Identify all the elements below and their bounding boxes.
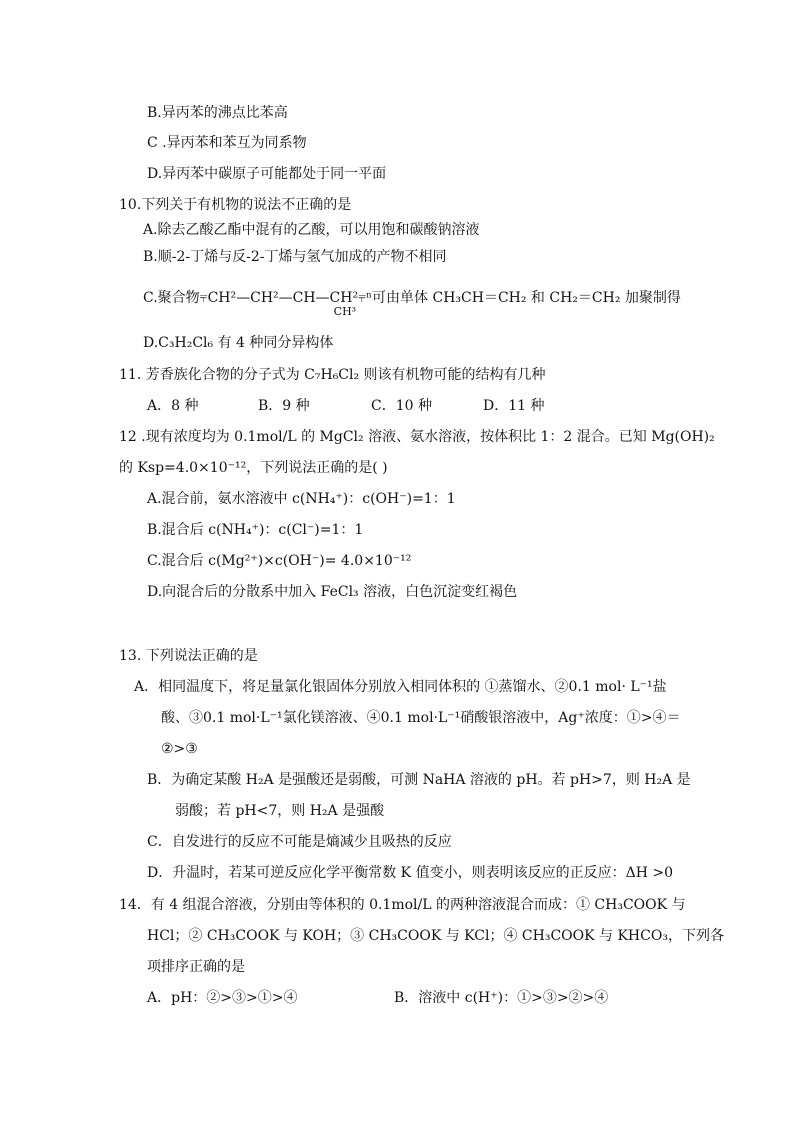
polymer-branch: CH³ (333, 305, 357, 318)
q9-option-b: B.异丙苯的沸点比苯高 (147, 105, 288, 121)
q11-option-b: B．9 种 (258, 398, 310, 414)
q13-option-b-line1: B．为确定某酸 H₂A 是强酸还是弱酸，可测 NaHA 溶液的 pH。若 pH>7，则 H₂A 是 (147, 772, 691, 788)
polymer-formula (199, 289, 373, 318)
q14-stem-line3: 项排序正确的是 (147, 959, 245, 975)
q11-stem: 11. 芳香族化合物的分子式为 C₇H₆Cl₂ 则该有机物可能的结构有几种 (119, 367, 546, 383)
q10-option-a: A.除去乙酸乙酯中混有的乙酸，可以用饱和碳酸钠溶液 (143, 222, 480, 238)
q13-option-d: D．升温时，若某可逆反应化学平衡常数 K 值变小，则表明该反应的正反应：ΔH >0 (147, 865, 673, 881)
q10-option-b: B.顺-2-丁烯与反-2-丁烯与氢气加成的产物不相同 (143, 249, 447, 265)
q9-option-c: C .异丙苯和苯互为同系物 (147, 135, 307, 151)
q12-option-c: C.混合后 c(Mg²⁺)×c(OH⁻)= 4.0×10⁻¹² (147, 553, 412, 569)
q12-option-b: B.混合后 c(NH₄⁺)：c(Cl⁻)=1：1 (147, 522, 364, 538)
q14-stem-line1: 14．有 4 组混合溶液，分别由等体积的 0.1mol/L 的两种溶液混合而成：① CH₃COOK 与 (119, 897, 686, 913)
q12-stem-line1: 12 .现有浓度均为 0.1mol/L 的 MgCl₂ 溶液、氨水溶液，按体积比 1：2 混合。已知 Mg(OH)₂ (119, 429, 715, 445)
q13-option-a-line3: ②>③ (161, 741, 198, 757)
q14-stem-line2: HCl；② CH₃COOK 与 KOH；③ CH₃COOK 与 KCl；④ CH₃COOK 与 KHCO₃，下列各 (147, 928, 724, 944)
q13-option-a-line2: 酸、③0.1 mol·L⁻¹氯化镁溶液、④0.1 mol·L⁻¹硝酸银溶液中，Ag⁺浓度：①>④＝ (161, 710, 681, 726)
q12-stem-line2: 的 Ksp=4.0×10⁻¹²，下列说法正确的是( ) (119, 460, 388, 476)
q14-option-b: B．溶液中 c(H⁺)：①>③>②>④ (394, 990, 609, 1006)
q13-option-c: C．自发进行的反应不可能是熵减少且吸热的反应 (147, 834, 452, 850)
q13-option-a-line1: A．相同温度下，将足量氯化银固体分别放入相同体积的 ①蒸馏水、②0.1 mol· L⁻¹盐 (134, 679, 667, 695)
q13-option-b-line2: 弱酸；若 pH<7，则 H₂A 是强酸 (175, 803, 385, 819)
q10-option-c-suffix: 可由单体 CH₃CH＝CH₂ 和 CH₂＝CH₂ 加聚制得 (372, 290, 681, 306)
q11-option-d: D．11 种 (483, 398, 545, 414)
q14-option-a: A．pH：②>③>①>④ (147, 990, 298, 1006)
q10-option-c (143, 289, 681, 318)
q11-option-c: C．10 种 (371, 398, 432, 414)
q11-option-a: A．8 种 (147, 398, 199, 414)
q13-stem: 13. 下列说法正确的是 (119, 648, 258, 664)
q9-option-d: D.异丙苯中碳原子可能都处于同一平面 (147, 166, 387, 182)
q12-option-d: D.向混合后的分散系中加入 FeCl₃ 溶液，白色沉淀变红褐色 (147, 584, 518, 600)
q10-stem: 10.下列关于有机物的说法不正确的是 (119, 197, 352, 213)
polymer-chain: ⫧CH²—CH²—CH—CH²⫧ⁿ (199, 290, 373, 306)
q12-option-a: A.混合前，氨水溶液中 c(NH₄⁺)：c(OH⁻)=1：1 (147, 491, 456, 507)
q10-option-d: D.C₃H₂Cl₆ 有 4 种同分异构体 (143, 335, 334, 351)
q10-option-c-prefix: C.聚合物 (143, 290, 200, 306)
